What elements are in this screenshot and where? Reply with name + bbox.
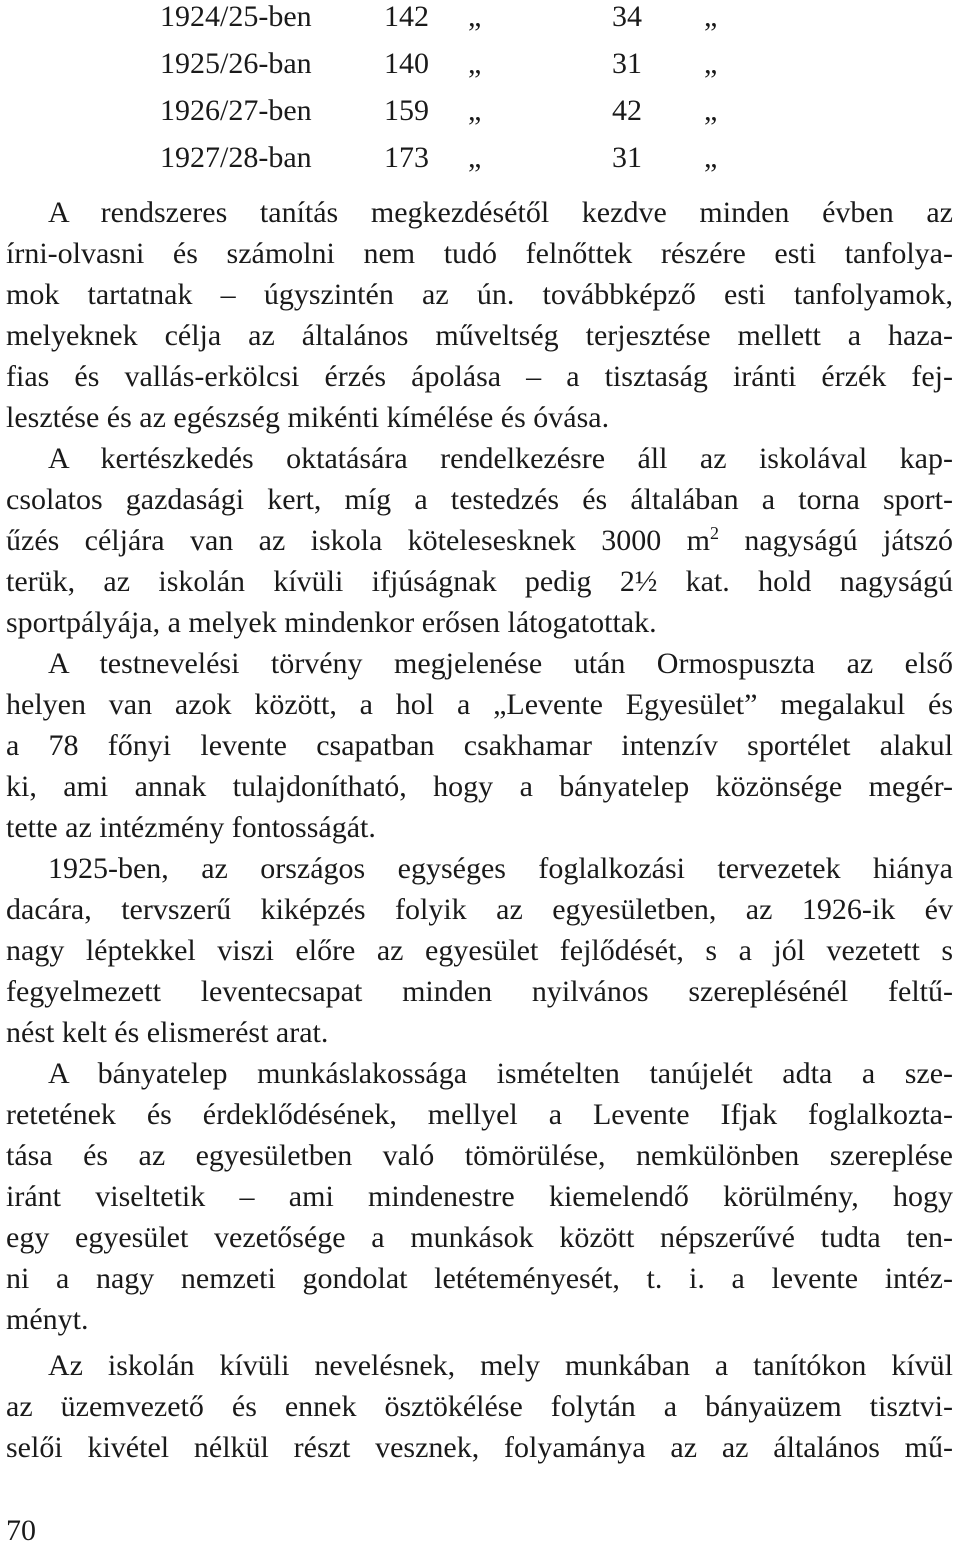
- body-text: [6, 192, 953, 1468]
- text-line: ki, ami annak tulajdonítható, hogy a bányatelep közönsége megér-: [6, 770, 953, 803]
- text-line: [6, 520, 953, 561]
- paragraph: [6, 438, 953, 643]
- stats-second-count: 34: [612, 0, 642, 33]
- paragraph: [6, 848, 953, 1053]
- text-line: iránt viseltetik – ami mindenestre kiemelendő körülmény, hogy: [6, 1180, 953, 1213]
- paragraph: [6, 192, 953, 438]
- stats-first-count: 159: [384, 94, 429, 127]
- text-line: tása és az egyesületben való tömörülése, nemkülönben szereplése: [6, 1139, 953, 1172]
- text-line: a 78 főnyi levente csapatban csakhamar intenzív sportélet alakul: [6, 729, 953, 762]
- stats-first-count: 140: [384, 47, 429, 80]
- text-line: lesztése és az egészség mikénti kímélése és óvása.: [6, 401, 610, 434]
- page-number: 70: [6, 1514, 36, 1547]
- stats-ditto-mark: „: [468, 47, 482, 80]
- stats-ditto-mark: „: [468, 141, 482, 174]
- stats-ditto-mark: „: [468, 94, 482, 127]
- stats-year: 1927/28-ban: [160, 141, 312, 174]
- text-line: melyeknek célja az általános műveltség terjesztése mellett a haza-: [6, 319, 953, 352]
- text-line: 1925-ben, az országos egységes foglalkozási tervezetek hiánya: [48, 852, 953, 885]
- text-segment: nagyságú játszó: [719, 524, 954, 557]
- stats-ditto-mark: „: [704, 47, 718, 80]
- text-line: mok tartatnak – úgyszintén az ún. továbbképző esti tanfolyamok,: [6, 278, 953, 311]
- stats-first-count: 173: [384, 141, 429, 174]
- text-segment: űzés céljára van az iskola kötelesesknek 3000 m: [6, 524, 710, 557]
- stats-ditto-mark: „: [704, 94, 718, 127]
- text-line: nést kelt és elismerést arat.: [6, 1016, 329, 1049]
- stats-year: 1925/26-ban: [160, 47, 312, 80]
- text-line: nagy léptekkel viszi előre az egyesület fejlődését, s a jól vezetett s: [6, 934, 953, 967]
- text-line: írni-olvasni és számolni nem tudó felnőttek részére esti tanfolya-: [6, 237, 953, 270]
- stats-second-count: 31: [612, 141, 642, 174]
- superscript: 2: [710, 523, 719, 543]
- paragraph: [6, 643, 953, 848]
- text-line: A testnevelési törvény megjelenése után Ormospuszta az első: [48, 647, 953, 680]
- text-line: tette az intézmény fontosságát.: [6, 811, 376, 844]
- stats-ditto-mark: „: [468, 0, 482, 33]
- text-line: sportpályája, a melyek mindenkor erősen látogatottak.: [6, 606, 657, 639]
- text-line: terük, az iskolán kívüli ifjúságnak pedig 2½ kat. hold nagyságú: [6, 565, 953, 598]
- text-line: ményt.: [6, 1303, 89, 1336]
- text-line: A kertészkedés oktatására rendelkezésre áll az iskolával kap-: [48, 442, 953, 475]
- stats-second-count: 31: [612, 47, 642, 80]
- text-line: selői kivétel nélkül részt vesznek, folyamánya az az általános mű-: [6, 1431, 953, 1464]
- text-line: A bányatelep munkáslakossága ismételten tanújelét adta a sze-: [48, 1057, 953, 1090]
- text-line: dacára, tervszerű kiképzés folyik az egyesületben, az 1926-ik év: [6, 893, 953, 926]
- text-line: A rendszeres tanítás megkezdésétől kezdve minden évben az: [48, 196, 953, 229]
- paragraph: [6, 1053, 953, 1340]
- text-line: csolatos gazdasági kert, míg a testedzés és általában a torna sport-: [6, 483, 953, 516]
- stats-ditto-mark: „: [704, 141, 718, 174]
- stats-second-count: 42: [612, 94, 642, 127]
- text-line: helyen van azok között, a hol a „Levente Egyesület” megalakul és: [6, 688, 953, 721]
- text-line: fegyelmezett leventecsapat minden nyilvános szereplésénél feltű-: [6, 975, 953, 1008]
- text-line: retetének és érdeklődésének, mellyel a Levente Ifjak foglalkozta-: [6, 1098, 953, 1131]
- stats-year: 1924/25-ben: [160, 0, 312, 33]
- text-line: az üzemvezető és ennek ösztökélése folytán a bányaüzem tisztvi-: [6, 1390, 953, 1423]
- stats-first-count: 142: [384, 0, 429, 33]
- text-line: ni a nagy nemzeti gondolat letéteményesét, t. i. a levente intéz-: [6, 1262, 953, 1295]
- paragraph: [6, 1345, 953, 1468]
- text-line: Az iskolán kívüli nevelésnek, mely munkában a tanítókon kívül: [48, 1349, 953, 1382]
- stats-year: 1926/27-ben: [160, 94, 312, 127]
- stats-ditto-mark: „: [704, 0, 718, 33]
- text-line: fias és vallás-erkölcsi érzés ápolása – a tisztaság iránti érzék fej-: [6, 360, 953, 393]
- text-line: egy egyesület vezetősége a munkások között népszerűvé tudta ten-: [6, 1221, 953, 1254]
